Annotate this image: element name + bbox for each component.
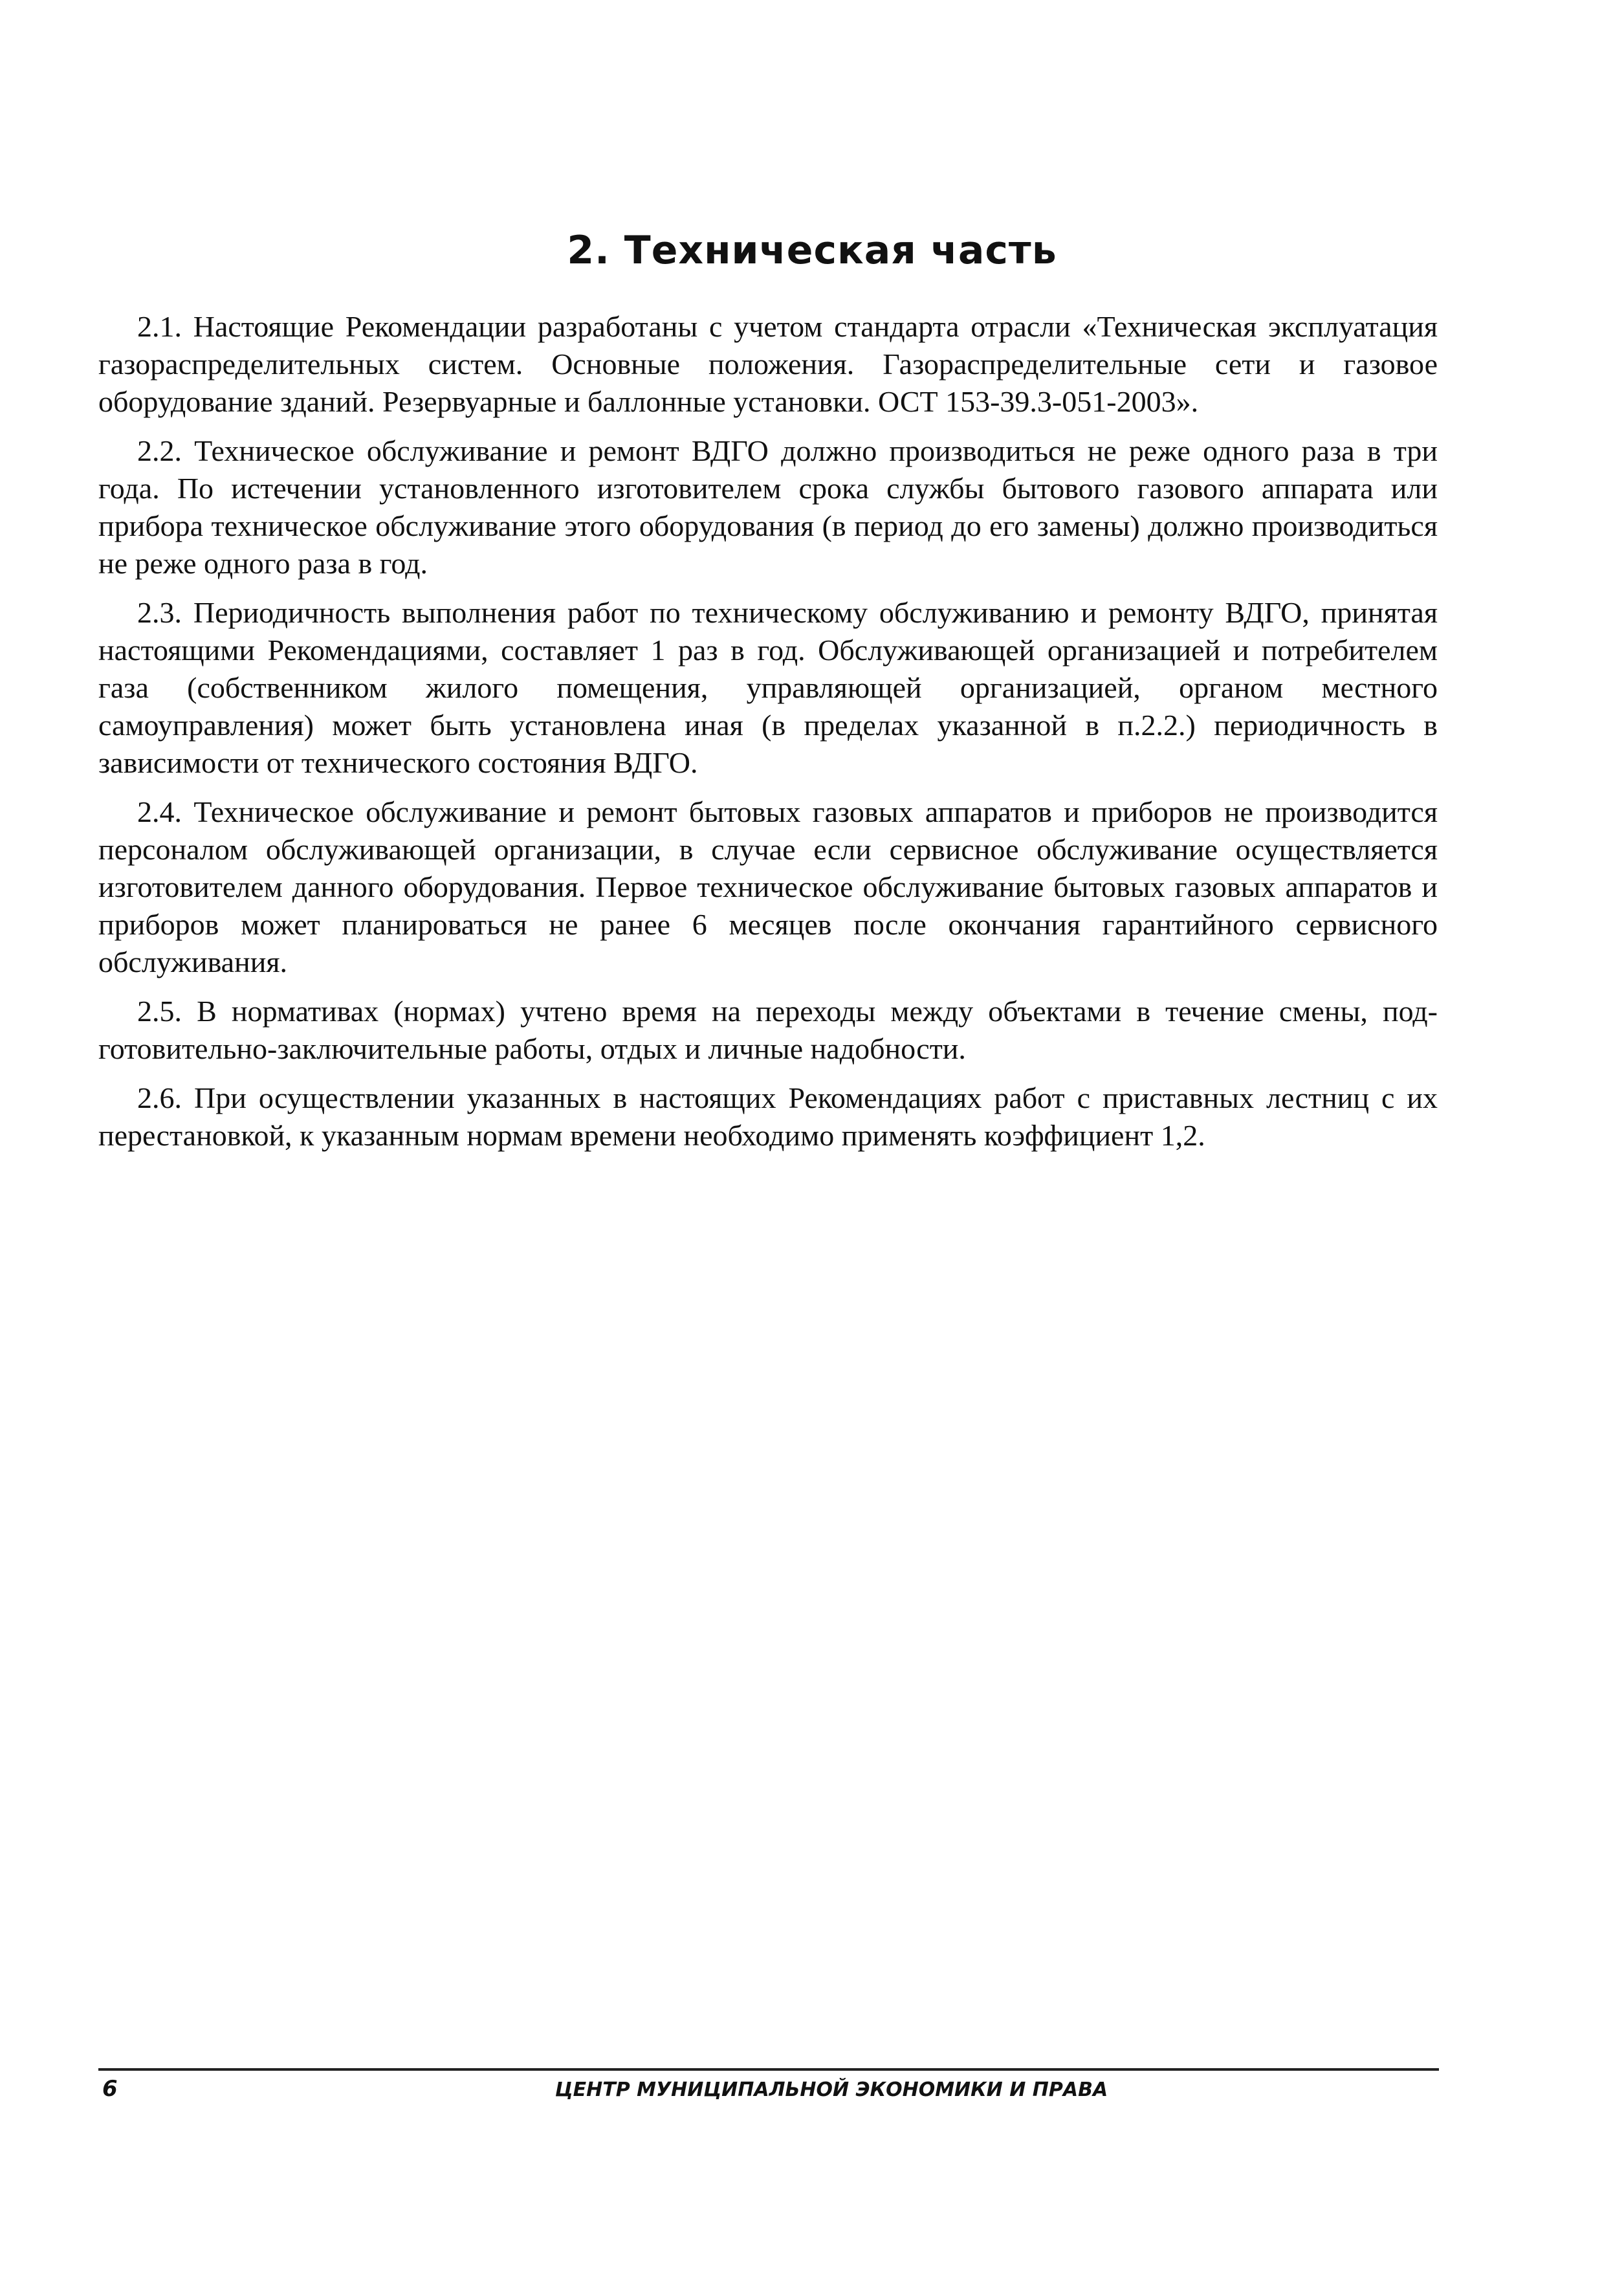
footer-divider — [98, 2068, 1439, 2071]
page-number: 6 — [102, 2076, 118, 2102]
section-body — [98, 308, 1438, 1166]
paragraph-2-4: 2.4. Техническое обслуживание и ремонт бытовых газовых аппаратов и приборов не производится персоналом обслуживающей организации, в случае если сервисное обслуживание осуществляется изготовителем данного оборудования. Первое техническое обслуживание бытовых газовых аппаратов и приборов может планироваться не ранее 6 месяцев после окончания гарантийного сервисного обслуживания. — [98, 795, 1438, 978]
paragraph-2-3: 2.3. Периодичность выполнения работ по техническому обслуживанию и ремонту ВДГО, принятая настоящими Рекомендациями, составляет 1 раз в год. Обслуживающей организацией и потребителем газа (собственником жилого помещения, управляющей организацией, органом местного самоуправления) может быть установлена иная (в пределах указанной в п.2.2.) периодичность в зависимости от технического состояния ВДГО. — [98, 596, 1438, 779]
paragraph-2-2: 2.2. Техническое обслуживание и ремонт ВДГО должно производиться не реже одного раза в три года. По истечении установленного изготовителем срока службы бытового газового аппарата или прибора техническое обслуживание этого оборудования (в период до его замены) должно производиться не реже одного раза в год. — [98, 434, 1438, 580]
paragraph-2-6: 2.6. При осуществлении указанных в настоящих Рекомендациях работ с приставных лестниц с их перестановкой, к указанным нормам времени необходимо применять коэффициент 1,2. — [98, 1081, 1438, 1152]
publisher-name: ЦЕНТР МУНИЦИПАЛЬНОЙ ЭКОНОМИКИ И ПРАВА — [554, 2079, 1108, 2101]
section-title: 2. Техническая часть — [567, 228, 1057, 273]
paragraph-2-1: 2.1. Настоящие Рекомендации разработаны с учетом стандарта отрасли «Техническая эксплуатация газораспределительных систем. Основные положения. Газораспределительные сети и газовое оборудование зданий. Резервуарные и баллонные установки. ОСТ 153-39.3-051-2003». — [98, 310, 1438, 418]
paragraph-2-5: 2.5. В нормативах (нормах) учтено время на переходы между объектами в течение смены, подготовительно-заключительные работы, отдых и личные надобности. — [98, 995, 1438, 1065]
